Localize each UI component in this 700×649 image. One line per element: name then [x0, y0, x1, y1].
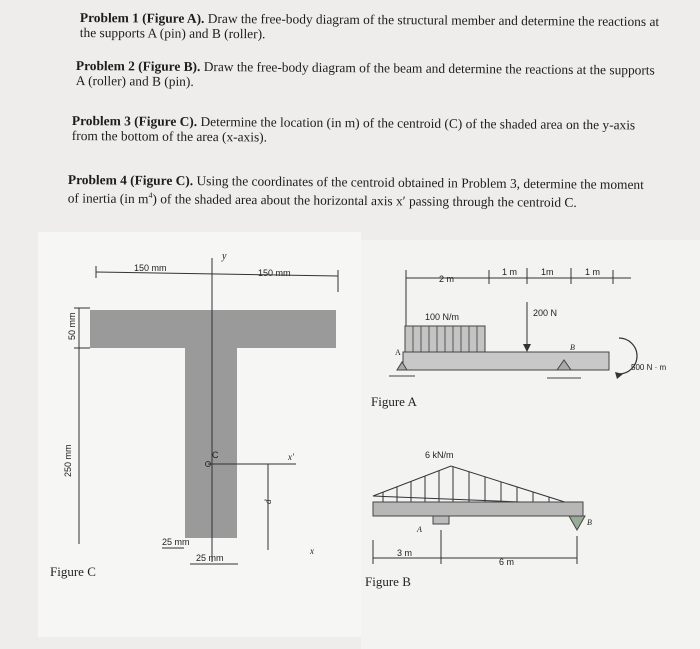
problem-4 — [68, 172, 658, 211]
dim-web-right: 25 mm — [196, 553, 224, 563]
fig-a-support-b: B — [570, 343, 575, 352]
problem-2-text: Draw the free-body diagram of the beam and determine the reactions at the supports A (roller) and B (pin). — [75, 59, 655, 89]
fig-a-moment: 500 N · m — [631, 363, 667, 372]
problem-4-heading: Problem 4 (Figure C). — [67, 172, 194, 189]
centroid-label: C — [212, 450, 219, 460]
fig-b-load-arrows — [383, 467, 549, 502]
problem-2 — [76, 58, 661, 93]
y-axis-label: y — [222, 251, 227, 262]
problem-3-text: Determine the location (in m) of the centroid (C) of the shaded area on the y-axis from the bottom of the area (x-axis). — [71, 114, 636, 145]
problem-3 — [72, 113, 657, 148]
fig-b-dim-6m: 6 m — [499, 557, 515, 567]
problem-3-heading: Problem 3 (Figure C). — [71, 113, 198, 129]
fig-b-support-b: B — [587, 518, 592, 527]
fig-b-support-a: A — [417, 525, 422, 534]
fig-b-load-outline — [373, 466, 571, 504]
problem-4-text-before: Using the coordinates of the centroid obtained in Problem 3, determine the moment of inertia (in m — [67, 173, 644, 207]
problem-2-heading: Problem 2 (Figure B). — [75, 58, 201, 74]
top-dim-line — [96, 272, 338, 276]
fig-b-dim-3m: 3 m — [397, 548, 413, 558]
x-axis-label: x — [310, 546, 314, 556]
figure-c-drawing — [38, 232, 361, 637]
figure-c-panel — [38, 232, 361, 637]
fig-a-caption: Figure A — [371, 394, 417, 409]
fig-a-beam — [403, 352, 609, 370]
problem-4-superscript: 4 — [148, 190, 153, 200]
dim-web-height: 250 mm — [63, 444, 73, 477]
fig-a-moment-head — [615, 372, 623, 379]
dim-web-left: 25 mm — [162, 537, 190, 547]
problem-1 — [80, 10, 665, 44]
fig-b-roller-a — [433, 516, 449, 524]
problem-1-heading: Problem 1 (Figure A). — [79, 10, 205, 26]
fig-b-pin-b — [569, 516, 585, 530]
fig-b-caption: Figure B — [365, 574, 411, 589]
figure-ab-panel — [361, 240, 700, 649]
dim-top-right: 150 mm — [258, 268, 291, 278]
problem-4-text-after: ) of the shaded area about the horizontal axis x′ passing through the centroid C. — [152, 191, 577, 210]
fig-a-support-a: A — [395, 348, 401, 357]
t-flange — [90, 310, 336, 348]
fig-a-point-load-head — [523, 344, 531, 352]
problem-1-text: Draw the free-body diagram of the structural member and determine the reactions at the supports A (pin) and B (roller). — [79, 10, 660, 42]
figure-c-caption: Figure C — [50, 564, 96, 579]
fig-a-load-point: 200 N — [533, 308, 558, 318]
fig-a-dim-1m-a: 1 m — [502, 267, 518, 277]
dim-flange: 50 mm — [67, 312, 77, 340]
fig-b-load-peak: 6 kN/m — [425, 450, 454, 460]
t-web — [185, 348, 237, 538]
fig-b-beam — [373, 502, 583, 516]
x-prime-label: x′ — [288, 452, 294, 462]
fig-a-load-dist: 100 N/m — [425, 312, 460, 322]
fig-a-dim-2m: 2 m — [439, 274, 455, 284]
fig-a-dim-1m-b: 1m — [541, 267, 554, 277]
dim-top-left: 150 mm — [134, 263, 167, 273]
figure-ab-drawing — [361, 240, 700, 649]
d-label: d — [263, 499, 273, 504]
fig-a-dim-1m-c: 1 m — [585, 267, 601, 277]
